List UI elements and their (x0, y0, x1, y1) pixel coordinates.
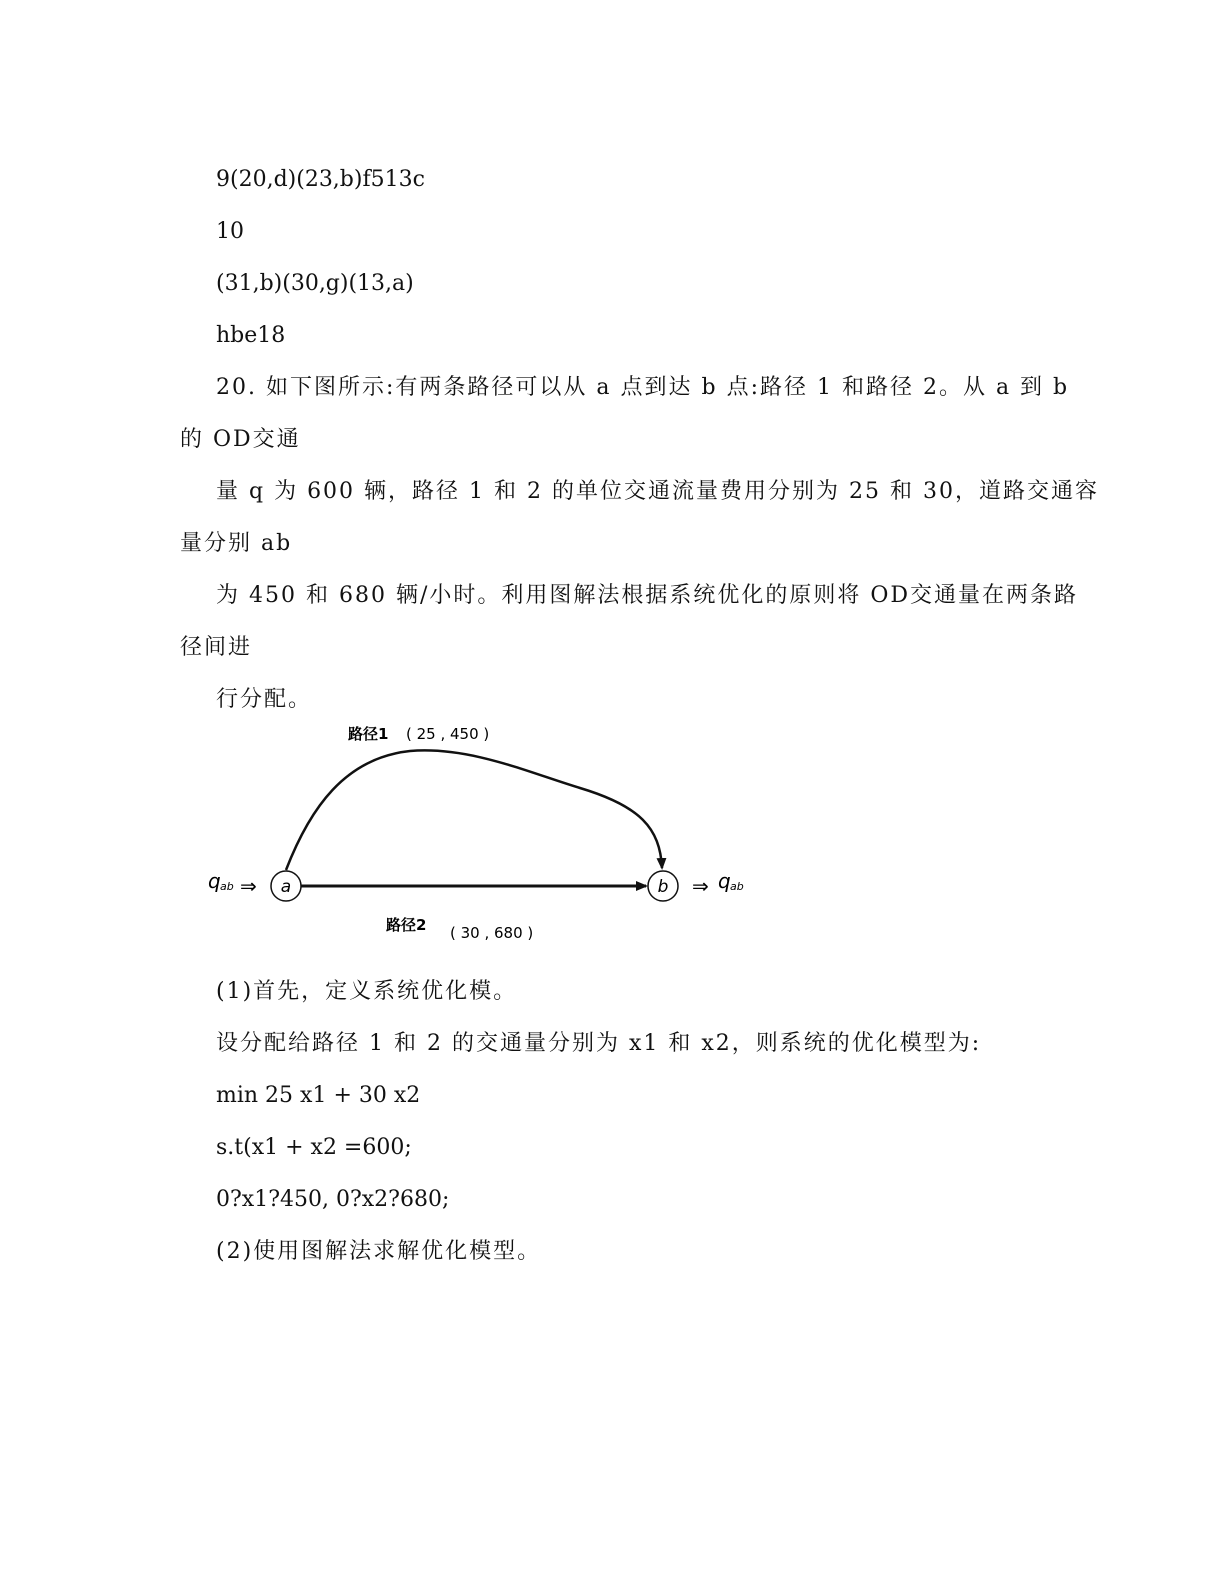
text-line-7: 量 q 为 600 辆，路径 1 和 2 的单位交通流量费用分别为 25 和 30，道路交通容 (216, 479, 1099, 504)
text-line-15: s.t(x1 + x2 =600; (216, 1135, 412, 1160)
text-line-5: 20. 如下图所示:有两条路径可以从 a 点到达 b 点:路径 1 和路径 2。从 a 到 b (216, 375, 1070, 400)
text-line-10: 径间进 (180, 635, 253, 660)
node-a-label: a (280, 877, 292, 897)
text-line-13: 设分配给路径 1 和 2 的交通量分别为 x1 和 x2，则系统的优化模型为: (216, 1031, 982, 1056)
route1-params: ( 25 , 450 ) (406, 725, 490, 743)
arrow-in-icon: ⇒ (240, 874, 257, 898)
route2-params: ( 30 , 680 ) (450, 924, 534, 942)
arrow-out-icon: ⇒ (692, 874, 709, 898)
route2-label: 路径2 (386, 916, 427, 934)
q-out-label: q (718, 869, 731, 893)
text-line-14: min 25 x1 + 30 x2 (216, 1083, 421, 1108)
text-line-9: 为 450 和 680 辆/小时。利用图解法根据系统优化的原则将 OD交通量在两条路 (216, 583, 1079, 608)
text-line-4: hbe18 (216, 323, 286, 348)
q-in-label: q (208, 869, 221, 893)
q-out-subscript: ab (730, 880, 744, 893)
text-line-16: 0?x1?450, 0?x2?680; (216, 1187, 450, 1212)
text-line-12: (1)首先，定义系统优化模。 (216, 979, 518, 1004)
text-line-1: 9(20,d)(23,b)f513c (216, 167, 425, 192)
route1-curve (286, 750, 662, 870)
node-b-label: b (657, 877, 669, 897)
route-diagram (200, 718, 760, 953)
text-line-3: (31,b)(30,g)(13,a) (216, 271, 414, 296)
text-line-8: 量分别 ab (180, 531, 293, 556)
route1-label: 路径1 (348, 725, 389, 743)
q-in-subscript: ab (220, 880, 234, 893)
text-line-6: 的 OD交通 (180, 427, 301, 452)
text-line-17: (2)使用图解法求解优化模型。 (216, 1239, 542, 1264)
text-line-2: 10 (216, 219, 244, 244)
text-line-11: 行分配。 (216, 687, 313, 712)
